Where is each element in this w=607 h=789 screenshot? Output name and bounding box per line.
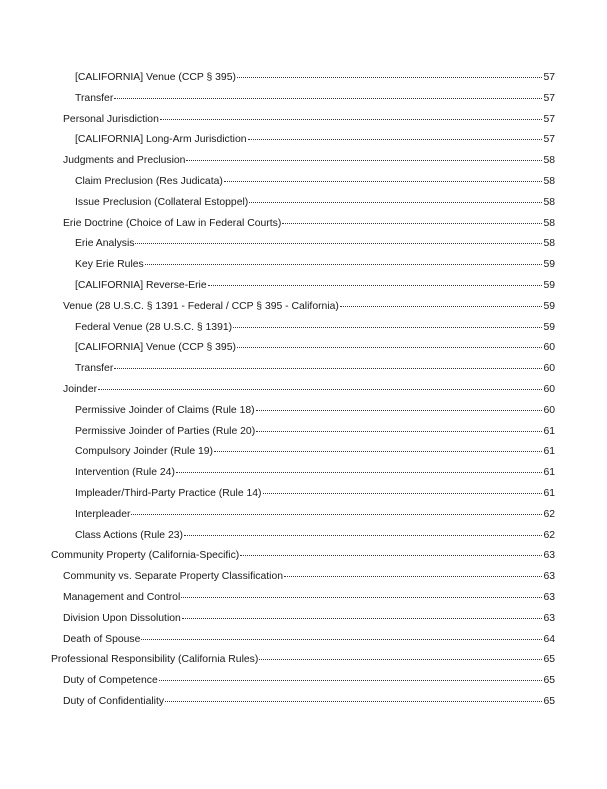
toc-entry-title: Erie Doctrine (Choice of Law in Federal Courts) xyxy=(63,217,282,229)
toc-entry-title: Transfer xyxy=(75,363,114,375)
toc-entry[interactable] xyxy=(51,151,555,172)
dot-leader xyxy=(340,297,543,309)
toc-entry[interactable] xyxy=(51,380,555,401)
dot-leader xyxy=(248,130,543,142)
dot-leader xyxy=(208,276,543,288)
toc-entry-page-number: 58 xyxy=(543,238,555,250)
toc-entry-page-number: 58 xyxy=(543,196,555,208)
dot-leader xyxy=(184,526,542,538)
toc-entry[interactable] xyxy=(51,234,555,255)
toc-entry-page-number: 59 xyxy=(543,321,555,333)
toc-entry[interactable] xyxy=(51,442,555,463)
toc-entry[interactable] xyxy=(51,401,555,422)
dot-leader xyxy=(240,546,542,558)
toc-entry-page-number: 58 xyxy=(543,175,555,187)
toc-entry-page-number: 61 xyxy=(543,446,555,458)
toc-entry-title: Duty of Confidentiality xyxy=(63,695,165,707)
toc-entry[interactable] xyxy=(51,526,555,547)
toc-entry-title: Issue Preclusion (Collateral Estoppel) xyxy=(75,196,249,208)
dot-leader xyxy=(233,318,542,330)
toc-entry-page-number: 63 xyxy=(543,612,555,624)
toc-entry[interactable] xyxy=(51,110,555,131)
toc-entry-title: Class Actions (Rule 23) xyxy=(75,529,183,541)
toc-entry-page-number: 58 xyxy=(543,217,555,229)
toc-entry[interactable] xyxy=(51,172,555,193)
toc-entry-page-number: 63 xyxy=(543,550,555,562)
toc-entry-page-number: 60 xyxy=(543,383,555,395)
toc-entry-title: Duty of Competence xyxy=(63,675,158,687)
toc-entry-title: Erie Analysis xyxy=(75,238,135,250)
toc-entry-title: Transfer xyxy=(75,92,114,104)
toc-entry-title: Venue (28 U.S.C. § 1391 - Federal / CCP § 395 - California) xyxy=(63,300,339,312)
dot-leader xyxy=(214,442,542,454)
toc-entry-page-number: 61 xyxy=(543,425,555,437)
toc-entry-title: Professional Responsibility (California Rules) xyxy=(51,654,259,666)
toc-entry-title: [CALIFORNIA] Long-Arm Jurisdiction xyxy=(75,134,247,146)
toc-entry[interactable] xyxy=(51,68,555,89)
dot-leader xyxy=(282,214,542,226)
toc-entry-title: Impleader/Third-Party Practice (Rule 14) xyxy=(75,487,262,499)
dot-leader xyxy=(176,463,543,475)
toc-entry-page-number: 63 xyxy=(543,571,555,583)
dot-leader xyxy=(256,401,543,413)
toc-entry-page-number: 65 xyxy=(543,654,555,666)
toc-entry-page-number: 61 xyxy=(543,467,555,479)
toc-entry-title: Intervention (Rule 24) xyxy=(75,467,175,479)
dot-leader xyxy=(114,359,542,371)
toc-entry-page-number: 57 xyxy=(543,72,555,83)
dot-leader xyxy=(159,671,543,683)
toc-entry-title: Judgments and Preclusion xyxy=(63,155,186,167)
toc-entry-title: Federal Venue (28 U.S.C. § 1391) xyxy=(75,321,233,333)
table-of-contents xyxy=(51,68,555,713)
dot-leader xyxy=(145,255,543,267)
toc-entry[interactable] xyxy=(51,318,555,339)
dot-leader xyxy=(249,193,542,205)
dot-leader xyxy=(224,172,543,184)
toc-entry-page-number: 57 xyxy=(543,134,555,146)
toc-entry[interactable] xyxy=(51,505,555,526)
toc-entry[interactable] xyxy=(51,609,555,630)
dot-leader xyxy=(186,151,542,163)
toc-entry-page-number: 60 xyxy=(543,363,555,375)
toc-entry-title: Personal Jurisdiction xyxy=(63,113,159,125)
dot-leader xyxy=(284,567,542,579)
dot-leader xyxy=(263,484,543,496)
toc-entry[interactable] xyxy=(51,193,555,214)
toc-entry-title: Division Upon Dissolution xyxy=(63,612,181,624)
dot-leader xyxy=(182,609,543,621)
toc-entry[interactable] xyxy=(51,546,555,567)
toc-entry-page-number: 65 xyxy=(543,695,555,707)
dot-leader xyxy=(259,650,542,662)
dot-leader xyxy=(256,422,542,434)
toc-entry[interactable] xyxy=(51,297,555,318)
toc-entry-title: Joinder xyxy=(63,383,98,395)
toc-entry-page-number: 59 xyxy=(543,300,555,312)
toc-entry[interactable] xyxy=(51,89,555,110)
toc-entry[interactable] xyxy=(51,650,555,671)
toc-entry-title: Management and Control xyxy=(63,591,181,603)
toc-entry[interactable] xyxy=(51,484,555,505)
toc-entry-title: Community vs. Separate Property Classification xyxy=(63,571,284,583)
toc-entry-page-number: 61 xyxy=(543,487,555,499)
dot-leader xyxy=(135,234,542,246)
toc-entry-title: Death of Spouse xyxy=(63,633,141,645)
toc-entry-title: Claim Preclusion (Res Judicata) xyxy=(75,175,223,187)
toc-entry[interactable] xyxy=(51,463,555,484)
toc-entry-title: Permissive Joinder of Parties (Rule 20) xyxy=(75,425,256,437)
toc-entry-page-number: 60 xyxy=(543,342,555,354)
toc-entry[interactable] xyxy=(51,338,555,359)
toc-entry-title: [CALIFORNIA] Venue (CCP § 395) xyxy=(75,72,236,83)
toc-entry[interactable] xyxy=(51,359,555,380)
dot-leader xyxy=(160,110,543,122)
toc-entry-title: Key Erie Rules xyxy=(75,259,144,271)
toc-entry-page-number: 62 xyxy=(543,529,555,541)
toc-entry-title: Interpleader xyxy=(75,508,131,520)
toc-entry-title: Compulsory Joinder (Rule 19) xyxy=(75,446,214,458)
toc-entry-page-number: 60 xyxy=(543,404,555,416)
toc-entry-page-number: 62 xyxy=(543,508,555,520)
dot-leader xyxy=(98,380,542,392)
dot-leader xyxy=(141,630,542,642)
toc-entry[interactable] xyxy=(51,214,555,235)
toc-entry-page-number: 63 xyxy=(543,591,555,603)
toc-entry[interactable] xyxy=(51,422,555,443)
toc-entry-title: Community Property (California-Specific) xyxy=(51,550,240,562)
toc-entry-page-number: 57 xyxy=(543,92,555,104)
dot-leader xyxy=(237,68,543,80)
toc-entry[interactable] xyxy=(51,630,555,651)
toc-entry[interactable] xyxy=(51,130,555,151)
toc-entry-page-number: 57 xyxy=(543,113,555,125)
toc-entry-page-number: 58 xyxy=(543,155,555,167)
toc-entry-page-number: 64 xyxy=(543,633,555,645)
dot-leader xyxy=(237,338,543,350)
toc-entry[interactable] xyxy=(51,276,555,297)
toc-entry-title: Permissive Joinder of Claims (Rule 18) xyxy=(75,404,255,416)
dot-leader xyxy=(114,89,542,101)
toc-entry-page-number: 59 xyxy=(543,259,555,271)
toc-entry[interactable] xyxy=(51,567,555,588)
toc-entry-title: [CALIFORNIA] Venue (CCP § 395) xyxy=(75,342,236,354)
toc-entry[interactable] xyxy=(51,692,555,713)
toc-entry[interactable] xyxy=(51,255,555,276)
dot-leader xyxy=(131,505,542,517)
dot-leader xyxy=(165,692,542,704)
dot-leader xyxy=(181,588,542,600)
toc-entry[interactable] xyxy=(51,588,555,609)
toc-entry-page-number: 59 xyxy=(543,279,555,291)
toc-entry-page-number: 65 xyxy=(543,675,555,687)
toc-entry-title: [CALIFORNIA] Reverse-Erie xyxy=(75,279,207,291)
toc-entry[interactable] xyxy=(51,671,555,692)
